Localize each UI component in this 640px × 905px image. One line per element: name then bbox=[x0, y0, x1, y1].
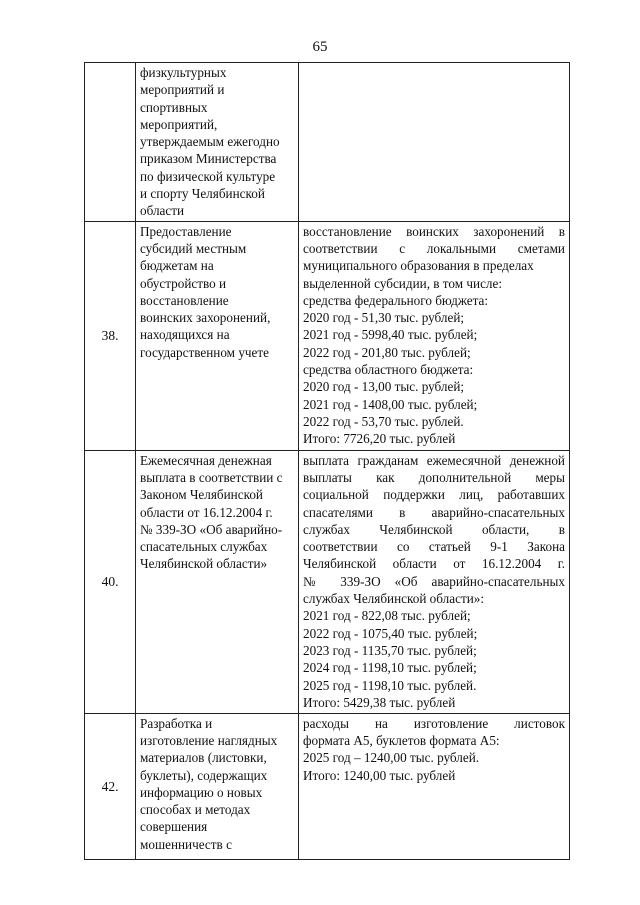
measure-name-line: способах и методах bbox=[140, 802, 251, 818]
measure-name-line: утверждаемым ежегодно bbox=[140, 134, 280, 150]
measure-name-line: и спорту Челябинской bbox=[140, 186, 265, 202]
description-line: 2025 год - 1198,10 тыс. рублей. bbox=[303, 677, 477, 693]
description-line: 2021 год - 1408,00 тыс. рублей; bbox=[303, 396, 478, 412]
description-line: 2022 год - 1075,40 тыс. рублей; bbox=[303, 625, 478, 641]
measure-description bbox=[299, 221, 570, 450]
measure-name-line: мероприятий и bbox=[140, 82, 225, 98]
measure-name-line: по физической культуре bbox=[140, 168, 276, 184]
measure-name-line: находящихся на bbox=[140, 327, 230, 343]
description-line: 2021 год - 5998,40 тыс. рублей; bbox=[303, 327, 478, 343]
description-line: муниципального образования в пределах bbox=[303, 258, 534, 274]
description-line: формата А5, буклетов формата А5: bbox=[303, 732, 500, 748]
description-line: спасателями в аварийно-спасательных bbox=[303, 504, 565, 520]
measure-name bbox=[136, 221, 299, 450]
measure-name-line: спасательных службах bbox=[140, 539, 268, 555]
table-row bbox=[85, 713, 570, 859]
measure-name-line: материалов (листовки, bbox=[140, 750, 267, 766]
description-line: Челябинской области от 16.12.2004 г. bbox=[303, 556, 565, 572]
table-body bbox=[85, 63, 570, 860]
description-line: службах Челябинской области»: bbox=[303, 591, 485, 607]
measure-name-line: восстановление bbox=[140, 292, 229, 308]
description-line: выплаты как дополнительной меры bbox=[303, 469, 565, 485]
measure-name-line: совершения bbox=[140, 819, 208, 835]
description-line: средства областного бюджета: bbox=[303, 362, 474, 378]
measure-description bbox=[299, 63, 570, 222]
measure-name-line: воинских захоронений, bbox=[140, 310, 271, 326]
measure-name-line: мероприятий, bbox=[140, 116, 218, 132]
row-number: 42. bbox=[85, 713, 136, 859]
description-line: соответствии со статьей 9-1 Закона bbox=[303, 539, 565, 555]
description-line: 2022 год - 201,80 тыс. рублей; bbox=[303, 344, 471, 360]
description-line: 2024 год - 1198,10 тыс. рублей; bbox=[303, 660, 477, 676]
measure-description bbox=[299, 713, 570, 859]
measure-name-line: области bbox=[140, 203, 185, 219]
measure-name-line: субсидий местным bbox=[140, 240, 247, 256]
measure-name-line: государственном учете bbox=[140, 344, 270, 360]
description-line: Итого: 7726,20 тыс. рублей bbox=[303, 431, 456, 447]
measure-name-line: Челябинской области» bbox=[140, 556, 268, 572]
description-line: социальной поддержки лиц, работавших bbox=[303, 487, 565, 503]
row-number: 40. bbox=[85, 450, 136, 713]
measure-name-line: мошенничеств с bbox=[140, 836, 232, 852]
description-line: 2025 год – 1240,00 тыс. рублей. bbox=[303, 750, 480, 766]
measure-name-line: бюджетам на bbox=[140, 258, 214, 274]
measure-name-line: области от 16.12.2004 г. bbox=[140, 504, 273, 520]
description-line: 2020 год - 13,00 тыс. рублей; bbox=[303, 379, 465, 395]
description-line: 2023 год - 1135,70 тыс. рублей; bbox=[303, 642, 477, 658]
measure-name-line: спортивных bbox=[140, 99, 208, 115]
measure-name-line: приказом Министерства bbox=[140, 151, 277, 167]
description-line: выплата гражданам ежемесячной денежной bbox=[303, 452, 565, 468]
description-line: Итого: 1240,00 тыс. рублей bbox=[303, 767, 456, 783]
description-line: выделенной субсидии, в том числе: bbox=[303, 275, 503, 291]
table-row bbox=[85, 221, 570, 450]
measure-name-line: Разработка и bbox=[140, 715, 213, 731]
row-number bbox=[85, 63, 136, 222]
row-number: 38. bbox=[85, 221, 136, 450]
description-line: средства федерального бюджета: bbox=[303, 292, 489, 308]
description-line: 2021 год - 822,08 тыс. рублей; bbox=[303, 608, 471, 624]
description-line: службах Челябинской области, в bbox=[303, 521, 565, 537]
measure-name-line: выплата в соответствии с bbox=[140, 469, 283, 485]
measure-name-line: № 339-ЗО «Об аварийно- bbox=[140, 521, 283, 537]
description-line: 2020 год - 51,30 тыс. рублей; bbox=[303, 310, 465, 326]
measure-description bbox=[299, 450, 570, 713]
measure-name-line: физкультурных bbox=[140, 65, 227, 80]
description-line: расходы на изготовление листовок bbox=[303, 715, 565, 731]
measure-name-line: Ежемесячная денежная bbox=[140, 452, 272, 468]
table-row bbox=[85, 450, 570, 713]
description-line: 2022 год - 53,70 тыс. рублей. bbox=[303, 413, 464, 429]
description-line: № 339-ЗО «Об аварийно-спасательных bbox=[303, 573, 565, 589]
measure-name-line: изготовление наглядных bbox=[140, 732, 278, 748]
measure-name bbox=[136, 63, 299, 222]
description-line: соответствии с локальными сметами bbox=[303, 240, 565, 256]
measure-name-line: буклеты), содержащих bbox=[140, 767, 268, 783]
description-line: Итого: 5429,38 тыс. рублей bbox=[303, 694, 456, 710]
page-number: 65 bbox=[312, 39, 328, 55]
description-line: восстановление воинских захоронений в bbox=[303, 223, 565, 239]
measure-name bbox=[136, 713, 299, 859]
measure-name bbox=[136, 450, 299, 713]
measure-name-line: обустройство и bbox=[140, 275, 227, 291]
table-row bbox=[85, 63, 570, 222]
measure-name-line: Предоставление bbox=[140, 223, 232, 239]
measure-name-line: Законом Челябинской bbox=[140, 487, 263, 503]
budget-table bbox=[84, 62, 570, 860]
measure-name-line: информацию о новых bbox=[140, 784, 263, 800]
